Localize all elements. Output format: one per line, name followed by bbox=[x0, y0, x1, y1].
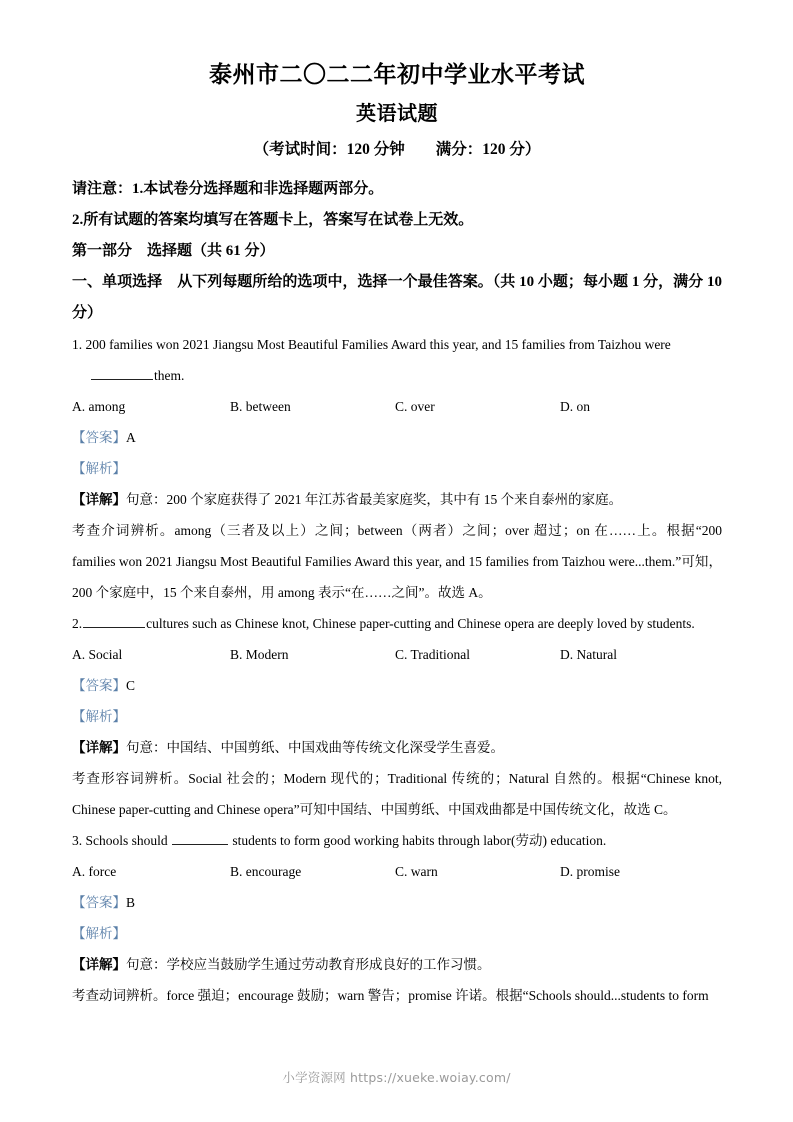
answer-line bbox=[72, 887, 722, 918]
exam-meta: （考试时间：120 分钟 满分：120 分） bbox=[253, 141, 541, 158]
option-row bbox=[72, 391, 722, 422]
analysis-label: 【解析】 bbox=[72, 709, 126, 724]
detail-label: 【详解】 bbox=[72, 492, 126, 507]
answer-value: C bbox=[126, 678, 136, 693]
question-stem-tail: them. bbox=[154, 368, 185, 383]
option-d[interactable]: D. promise bbox=[560, 864, 620, 879]
question-stem-tail: students to form good working habits through labor(劳动) education. bbox=[232, 833, 607, 848]
answer-label: 【答案】 bbox=[72, 678, 126, 693]
page-subtitle: 英语试题 bbox=[356, 103, 438, 125]
detail-label: 【详解】 bbox=[72, 740, 126, 755]
question-stem bbox=[72, 825, 722, 856]
answer-label: 【答案】 bbox=[72, 430, 126, 445]
answer-line bbox=[72, 422, 722, 453]
option-c[interactable]: C. warn bbox=[395, 864, 438, 879]
detail-text: 句意：中国结、中国剪纸、中国戏曲等传统文化深受学生喜爱。 bbox=[126, 740, 504, 755]
detail-paragraph: 考查介词辨析。among（三者及以上）之间；between（两者）之间；over 超过；on 在……上。根据“200 families won 2021 Jiangsu Most Beautiful Families Award this year, and 15 families from Taizhou were...them.”可知，200 个家庭中，15 个来自泰州，用 among 表示“在……之间”。故选 A。 bbox=[72, 523, 722, 600]
option-b[interactable]: B. Modern bbox=[230, 647, 289, 662]
option-c[interactable]: C. Traditional bbox=[395, 647, 471, 662]
analysis-line bbox=[72, 453, 722, 484]
document-content bbox=[72, 60, 722, 1011]
notice-line-1: 请注意：1.本试卷分选择题和非选择题两部分。 bbox=[72, 181, 384, 197]
analysis-label: 【解析】 bbox=[72, 461, 126, 476]
question-stem bbox=[72, 608, 722, 639]
notice-line-2: 2.所有试题的答案均填写在答题卡上，答案写在试卷上无效。 bbox=[72, 212, 474, 228]
answer-blank bbox=[91, 368, 153, 380]
part-heading: 第一部分 选择题（共 61 分） bbox=[72, 243, 275, 259]
detail-paragraph: 考查形容词辨析。Social 社会的；Modern 现代的；Traditional 传统的；Natural 自然的。根据“Chinese knot, Chinese paper-cutting and Chinese opera”可知中国结、中国剪纸、中国戏曲都是中国传统文化，故选 C。 bbox=[72, 771, 722, 817]
answer-value: B bbox=[126, 895, 136, 910]
detail-label: 【详解】 bbox=[72, 957, 126, 972]
option-row bbox=[72, 856, 722, 887]
question-number: 3. Schools should bbox=[72, 833, 168, 848]
option-d[interactable]: D. on bbox=[560, 399, 590, 414]
analysis-label: 【解析】 bbox=[72, 926, 126, 941]
analysis-line bbox=[72, 701, 722, 732]
analysis-line bbox=[72, 918, 722, 949]
detail-line bbox=[72, 484, 722, 515]
detail-text: 句意：200 个家庭获得了 2021 年江苏省最美家庭奖，其中有 15 个来自泰州的家庭。 bbox=[126, 492, 623, 507]
page-title: 泰州市二〇二二年初中学业水平考试 bbox=[209, 62, 585, 87]
option-a[interactable]: A. Social bbox=[72, 647, 123, 662]
option-row bbox=[72, 639, 722, 670]
option-a[interactable]: A. among bbox=[72, 399, 126, 414]
option-b[interactable]: B. between bbox=[230, 399, 291, 414]
detail-text: 句意：学校应当鼓励学生通过劳动教育形成良好的工作习惯。 bbox=[126, 957, 491, 972]
detail-line bbox=[72, 732, 722, 763]
option-d[interactable]: D. Natural bbox=[560, 647, 617, 662]
option-c[interactable]: C. over bbox=[395, 399, 435, 414]
detail-line bbox=[72, 949, 722, 980]
footer-watermark: 小学资源网 https://xueke.woiay.com/ bbox=[282, 1070, 511, 1085]
option-a[interactable]: A. force bbox=[72, 864, 117, 879]
answer-label: 【答案】 bbox=[72, 895, 126, 910]
answer-value: A bbox=[126, 430, 136, 445]
question-number: 2. bbox=[72, 616, 83, 631]
answer-line bbox=[72, 670, 722, 701]
question-stem: 1. 200 families won 2021 Jiangsu Most Beautiful Families Award this year, and 15 families from Taizhou were bbox=[72, 337, 671, 352]
answer-blank bbox=[172, 833, 228, 845]
question-stem-continued bbox=[72, 360, 722, 391]
option-b[interactable]: B. encourage bbox=[230, 864, 302, 879]
detail-paragraph: 考查动词辨析。force 强迫；encourage 鼓励；warn 警告；promise 许诺。根据“Schools should...students to form bbox=[72, 988, 709, 1003]
section-heading: 一、单项选择 从下列每题所给的选项中，选择一个最佳答案。（共 10 小题；每小题 1 分，满分 10 分） bbox=[72, 274, 722, 321]
question-stem-tail: cultures such as Chinese knot, Chinese paper-cutting and Chinese opera are deeply loved by students. bbox=[146, 616, 695, 631]
answer-blank bbox=[83, 616, 145, 628]
